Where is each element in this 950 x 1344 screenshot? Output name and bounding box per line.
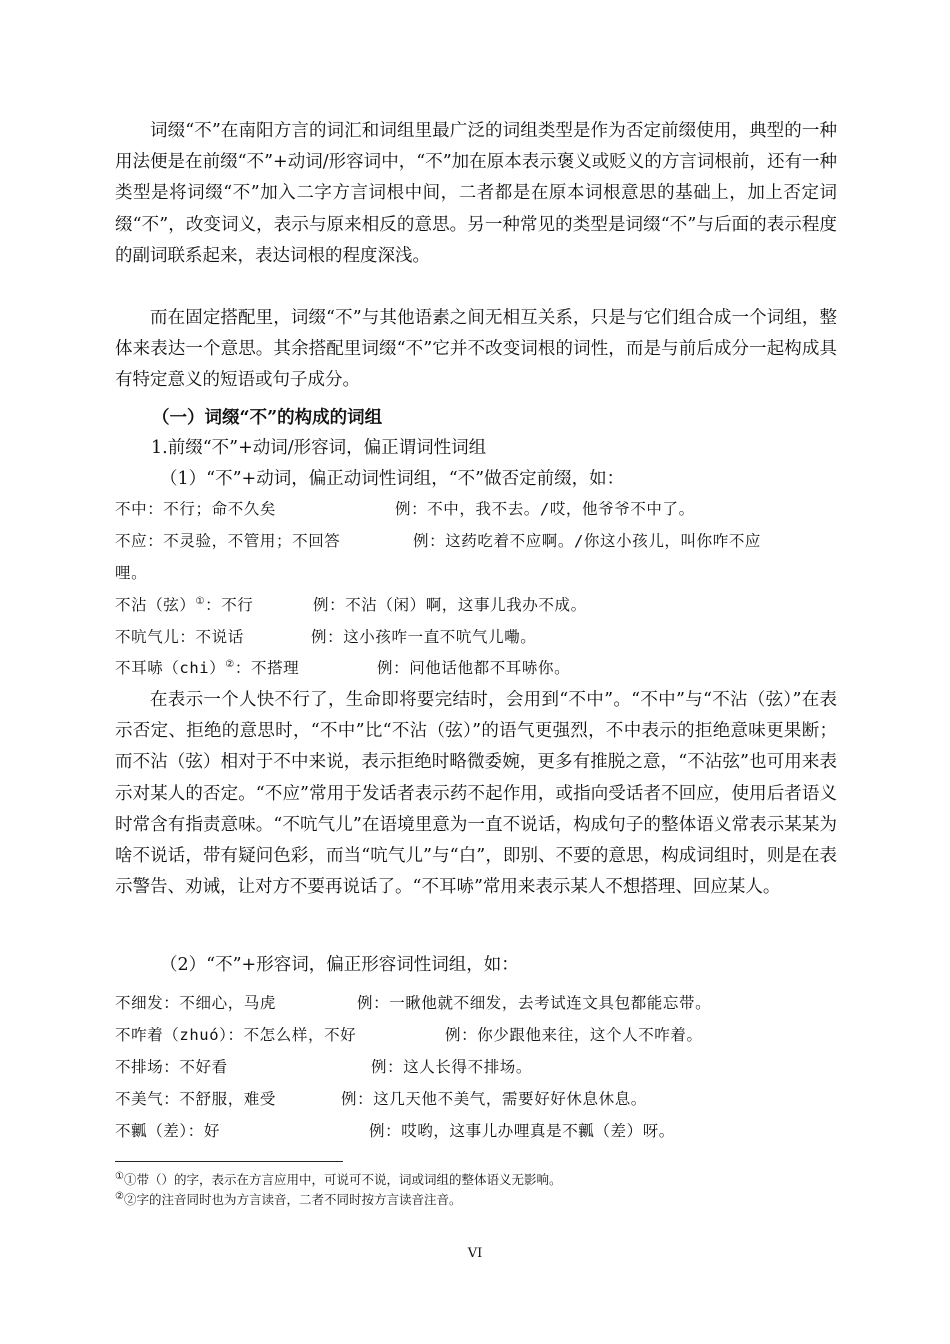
example-row [115,656,570,680]
footnote-marker: ① [115,1170,124,1182]
footnote-1: ①①带（）的字，表示在方言应用中，可说可不说，词或词组的整体语义无影响。 [115,1170,562,1187]
example-sentence: 例：这小孩咋一直不吭气儿嘞。 [311,628,537,646]
example-sentence: 例：问他话他都不耳哧你。 [377,659,571,677]
example-sentence: 例：你少跟他来往，这个人不咋着。 [445,1026,703,1044]
example-term: 不咋着（zhuó）：不怎么样，不好 [115,1026,357,1044]
example-row [115,991,711,1015]
example-sentence: 例：哎哟，这事儿办哩真是不瓤（差）呀。 [369,1122,675,1140]
paragraph-prefix-intro: 词缀“不”在南阳方言的词汇和词组里最广泛的词组类型是作为否定前缀使用，典型的一种用法便是在前缀“不”+动词/形容词中，“不”加在原本表示褒义或贬义的方言词根前，还有一种类型是将词缀“不”加入二字方言词根中间，二者都是在原本词根意思的基础上，加上否定词缀“不”，改变词义，表示与原来相反的意思。另一种常见的类型是词缀“不”与后面的表示程度的副词联系起来，表达词根的程度深浅。 [115,121,837,266]
paragraph-verb-explanation: 在表示一个人快不行了，生命即将要完结时，会用到“不中”。“不中”与“不沾（弦）”在表示否定、拒绝的意思时，“不中”比“不沾（弦）”的语气更强烈，不中表示的拒绝意味更果断；而不沾（弦）相对于不中来说，表示拒绝时略微委婉，更多有推脱之意，“不沾弦”也可用来表示对某人的否定。“不应”常用于发话者表示药不起作用，或指向受话者不回应，使用后者语义时常含有指责意味。“不吭气儿”在语境里意为一直不说话，构成句子的整体语义常表示某某为啥不说话，带有疑问色彩，而当“吭气儿”与“白”，即别、不要的意思，构成词组时，则是在表示警告、劝诫，让对方不要再说话了。“不耳哧”常用来表示某人不想搭理、回应某人。 [115,690,837,898]
page-number: VI [467,1246,483,1261]
paragraph-fixed-collocation: 而在固定搭配里，词缀“不”与其他语素之间无相互关系，只是与它们组合成一个词组，整体来表达一个意思。其余搭配里词缀“不”它并不改变词根的词性，而是与前后成分一起构成具有特定意义的短语或句子成分。 [115,308,837,391]
example-term: 不排场：不好看 [115,1058,228,1076]
example-term: 不瓤（差）：好 [115,1122,220,1140]
example-term: 不细发：不细心，马虎 [115,994,277,1012]
example-continuation: 哩。 [115,564,148,582]
example-row [115,1023,703,1047]
example-sentence: 例：这人长得不排场。 [371,1058,533,1076]
example-row [115,1055,532,1079]
example-sentence: 例：这药吃着不应啊。/你这小孩儿，叫你咋不应 [413,532,762,550]
example-term: 不中：不行；命不久矣 [115,500,277,518]
example-row [115,593,587,617]
example-sentence: 例：一瞅他就不细发，去考试连文具包都能忘带。 [357,994,712,1012]
example-row [115,1119,675,1143]
example-sentence: 例：不中，我不去。/哎，他爷爷不中了。 [395,500,695,518]
footnote-2: ②②字的注音同时也为方言读音，二者不同时按方言读音注音。 [115,1190,462,1207]
example-term: 不沾（弦）①：不行 [115,595,254,614]
subheading-prefix: 1.前缀“不”+动词/形容词，偏正谓词性词组 [151,438,487,458]
footnote-marker: ② [225,658,235,670]
example-term: 不美气：不舒服，难受 [115,1090,277,1108]
footnote-marker: ① [195,595,206,607]
example-sentence: 例：不沾（闲）啊，这事儿我办不成。 [313,596,587,614]
example-row [115,497,695,521]
example-row [115,1087,647,1111]
example-sentence: 例：这几天他不美气，需要好好休息休息。 [341,1090,647,1108]
footnote-divider [115,1161,343,1162]
footnote-marker: ② [115,1190,124,1202]
example-term: 不吭气儿：不说话 [115,628,244,646]
example-row [115,529,761,553]
example-row [115,625,536,649]
subheading-adjective: （2）“不”+形容词，偏正形容词性词组，如： [160,955,519,975]
example-term: 不耳哧（chi）②：不搭理 [115,658,300,677]
section-heading: （一）词缀“不”的构成的词组 [152,408,383,428]
example-term: 不应：不灵验，不管用；不回答 [115,532,341,550]
subheading-verb: （1）“不”+动词，偏正动词性词组，“不”做否定前缀，如： [160,469,625,489]
